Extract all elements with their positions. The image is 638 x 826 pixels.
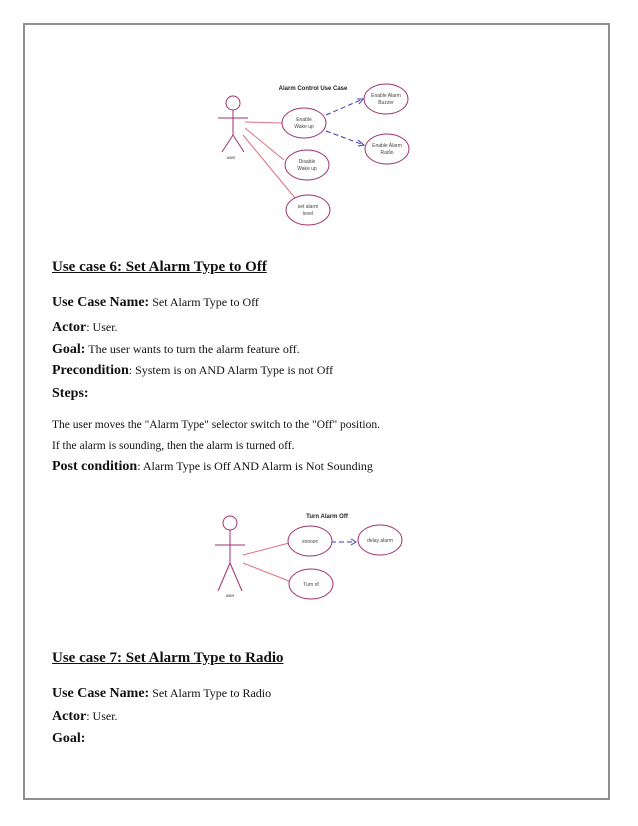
use-case-7-goal-field [52,732,85,746]
use-case-disable-wakeup [285,150,329,180]
field-value: Set Alarm Type to Radio [149,686,272,700]
turn-off-label: Turn of [303,582,319,588]
snooze-label: snooze [301,539,319,545]
use-case-enable-alarm-buzzer [364,84,408,114]
field-value: Set Alarm Type to Off [149,295,259,309]
field-value: : User. [86,709,118,723]
field-label: Use Case Name: [52,295,150,310]
enable-radio-line1: Enable Alarm [372,143,402,149]
field-label: Precondition [52,363,129,378]
field-value: : System is on AND Alarm Type is not Off [128,363,334,377]
turn-alarm-off-diagram-svg [210,506,430,606]
use-case-7-name-field [52,687,271,701]
field-value: : User. [86,320,118,334]
use-case-6-actor-field [52,321,118,335]
enable-wakeup-line1: Enable [296,117,312,123]
use-case-6-step-2: If the alarm is sounding, then the alarm is turned off. [52,440,295,452]
set-alarm-level-line2: level [302,211,314,217]
enable-buzzer-line2: Buzzer [378,100,394,106]
field-label: Goal: [52,342,86,357]
association-line [245,122,282,123]
turn-alarm-off-use-case-diagram [210,506,430,606]
use-case-6-step-1: The user moves the "Alarm Type" selector switch to the "Off" position. [52,419,380,431]
field-label: Post condition [52,459,138,474]
use-case-7-heading: Use case 7: Set Alarm Type to Radio [52,650,284,666]
use-case-enable-alarm-radio [365,134,409,164]
use-case-6-goal-field [52,343,300,357]
dependency-line [326,131,364,145]
use-case-6-heading: Use case 6: Set Alarm Type to Off [52,259,267,275]
diagram-title: Alarm Control Use Case [278,86,348,92]
disable-wakeup-line1: Disable [298,159,316,165]
field-label: Actor [52,709,87,724]
use-case-6-steps-label [52,387,89,401]
dependency-line [326,99,363,115]
use-case-6-name-field [52,296,259,310]
field-value: : Alarm Type is Off AND Alarm is Not Sounding [137,459,373,473]
use-case-7-actor-field [52,710,118,724]
actor-figure [218,96,248,152]
alarm-control-diagram-svg [200,78,430,238]
set-alarm-level-line1: set alarm [297,204,319,210]
field-value: The user wants to turn the alarm feature off. [85,342,300,356]
use-case-6-precondition-field [52,364,333,378]
field-label: Use Case Name: [52,686,150,701]
actor-figure [215,516,245,591]
association-line [243,543,289,555]
actor-label: user [225,593,235,598]
actor-label: user [226,155,236,160]
disable-wakeup-line2: Wake up [297,166,317,172]
alarm-control-use-case-diagram [200,78,430,238]
delay-alarm-label: delay alarm [367,538,393,544]
field-label: Actor [52,320,87,335]
association-line [243,563,289,581]
enable-radio-line2: Radio [380,150,394,156]
use-case-enable-wakeup [282,108,326,138]
field-label: Goal: [52,731,86,746]
use-case-set-alarm-level [286,195,330,225]
use-case-6-postcondition-field [52,460,373,474]
diagram-title: Turn Alarm Off [306,514,348,520]
enable-wakeup-line2: Wake up [294,124,314,130]
enable-buzzer-line1: Enable Alarm [371,93,401,99]
field-label: Steps: [52,386,89,401]
